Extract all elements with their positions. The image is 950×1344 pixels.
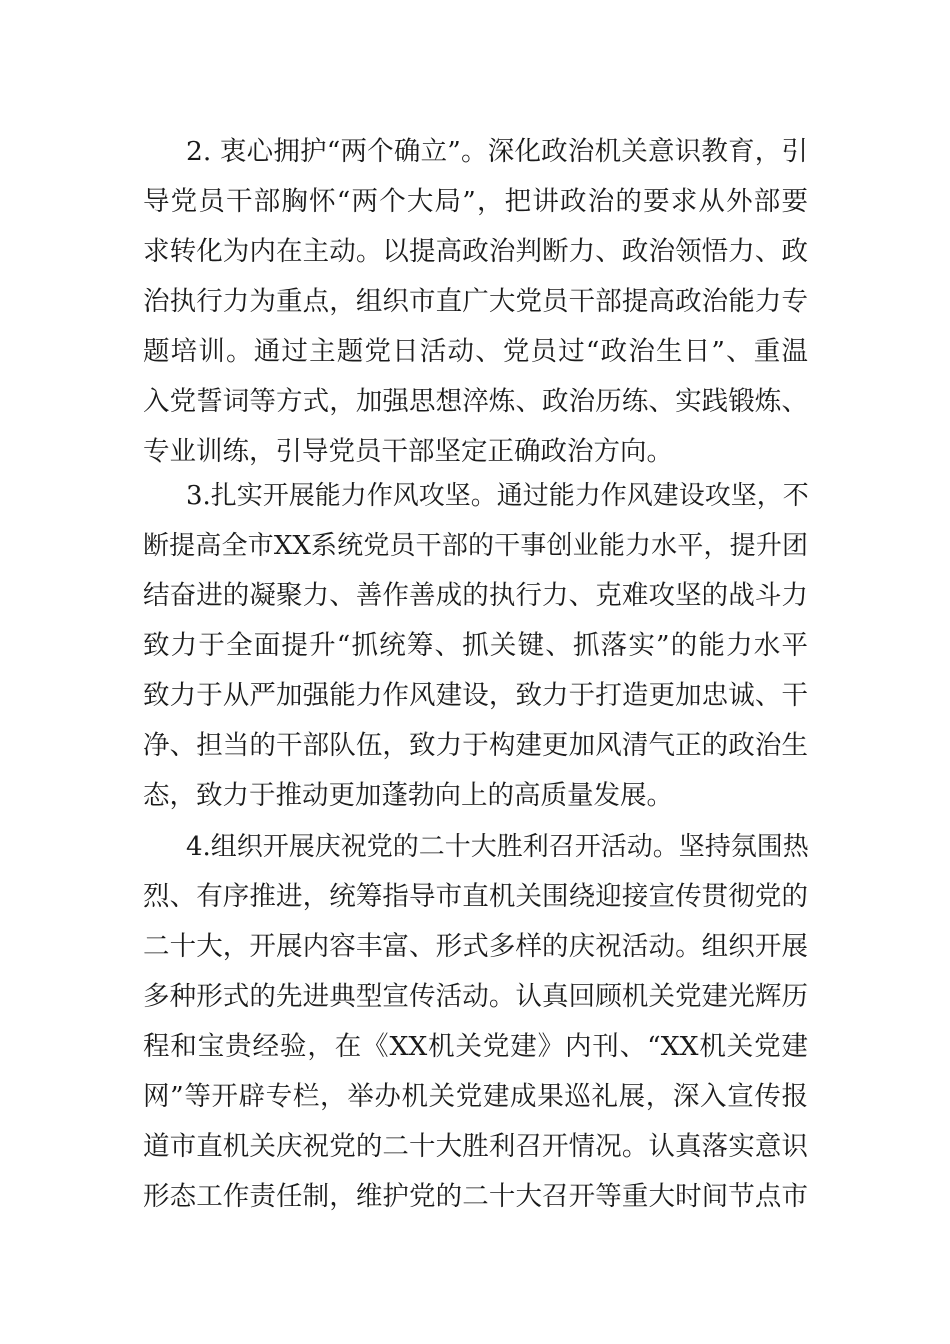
text-line: 断提高全市XX系统党员干部的干事创业能力水平，提升团 [143,531,808,561]
text-line: 题培训。通过主题党日活动、党员过“政治生日”、重温 [143,336,808,367]
text-line: 二十大，开展内容丰富、形式多样的庆祝活动。组织开展 [143,931,808,962]
text-line: 多种形式的先进典型宣传活动。认真回顾机关党建光辉历 [143,981,808,1012]
text-line: 态，致力于推动更加蓬勃向上的高质量发展。 [143,780,673,811]
text-line: 导党员干部胸怀“两个大局”，把讲政治的要求从外部要 [143,186,808,217]
text-line: 结奋进的凝聚力、善作善成的执行力、克难攻坚的战斗力 [143,580,808,611]
text-line: 2. 衷心拥护“两个确立”。深化政治机关意识教育，引 [186,136,808,167]
text-line: 道市直机关庆祝党的二十大胜利召开情况。认真落实意识 [143,1131,808,1162]
text-line: 网”等开辟专栏，举办机关党建成果巡礼展，深入宣传报 [143,1081,808,1112]
text-line: 3.扎实开展能力作风攻坚。通过能力作风建设攻坚，不 [186,481,809,511]
text-line: 4.组织开展庆祝党的二十大胜利召开活动。坚持氛围热 [186,832,809,862]
text-line: 治执行力为重点，组织市直广大党员干部提高政治能力专 [143,286,808,317]
text-line: 程和宝贵经验，在《XX机关党建》内刊、“XX机关党建 [143,1031,808,1062]
text-line: 净、担当的干部队伍，致力于构建更加风清气正的政治生 [143,730,808,761]
text-line: 入党誓词等方式，加强思想淬炼、政治历练、实践锻炼、 [143,386,808,417]
text-line: 致力于从严加强能力作风建设，致力于打造更加忠诚、干 [143,680,808,711]
text-line: 形态工作责任制，维护党的二十大召开等重大时间节点市 [143,1181,808,1212]
text-line: 专业训练，引导党员干部坚定正确政治方向。 [143,436,673,467]
text-line: 求转化为内在主动。以提高政治判断力、政治领悟力、政 [143,236,808,267]
text-line: 致力于全面提升“抓统筹、抓关键、抓落实”的能力水平 [143,630,808,661]
text-line: 烈、有序推进，统筹指导市直机关围绕迎接宣传贯彻党的 [143,881,808,912]
